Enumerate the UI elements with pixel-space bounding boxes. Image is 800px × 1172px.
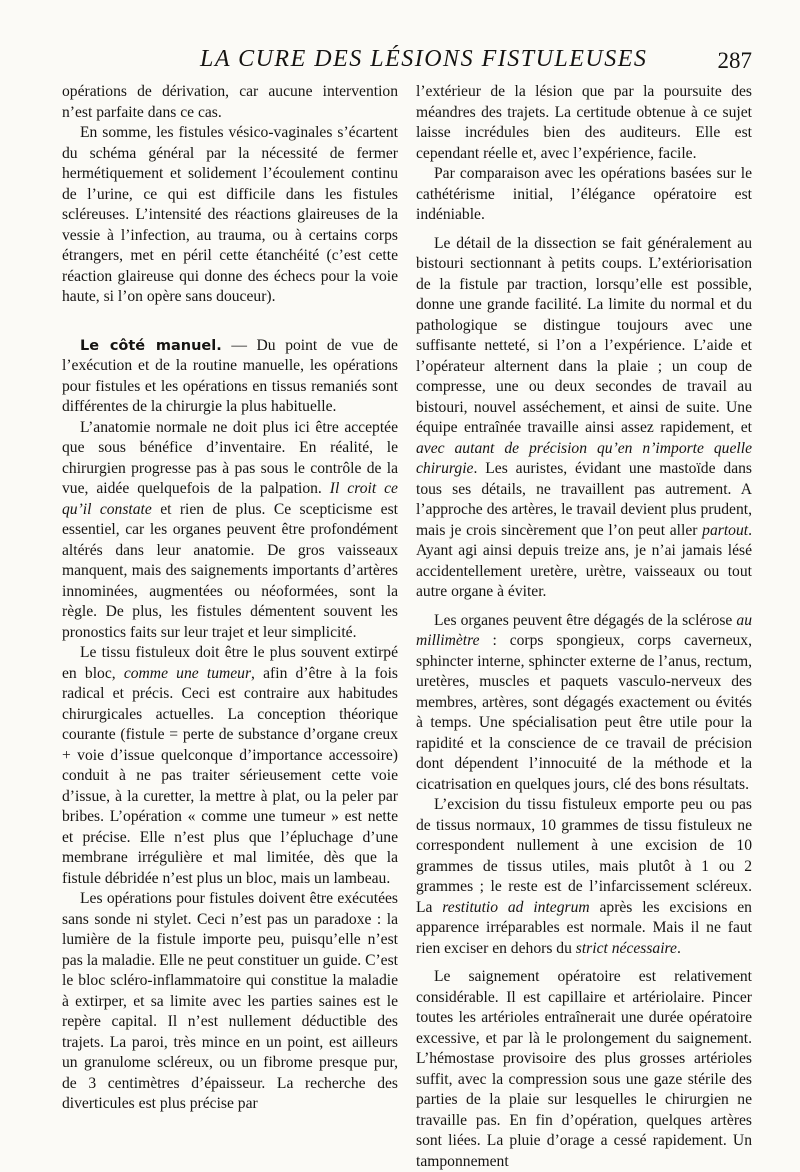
paragraph (62, 643, 398, 889)
paragraph-text: L’excision du tissu fistuleux emporte peu ou pas de tissus normaux, 10 grammes de tissu fistuleux ne correspondent nullement à une excision de 10 grammes de tissus utiles, mais plutôt à 1 ou 2 grammes ; le reste est de l’infarcissement scléreux. La (416, 796, 752, 916)
paragraph-text: . (676, 939, 681, 957)
paragraph-text: Le détail de la dissection se fait généralement au bistouri sectionnant à petits coups. L’extériorisation de la fistule par traction, lorsqu’elle est possible, donne une grande facilité. La limite du normal et du pathologique se distingue toujours avec une suffisante netteté, si l’on a l’expérience. L’aide et l’opérateur alternent dans la plaie ; un coup de compresse, une ou deux secondes de travail au bistouri, nouvel asséchement, et ainsi de suite. Une équipe entraînée travaille ainsi assez rapidement, et (416, 234, 752, 436)
emphasis-text: comme une tumeur (123, 664, 252, 682)
paragraph: En somme, les fistules vésico-vaginales s’écartent du schéma général par la nécessité de fermer hermétiquement et solidement l’écoulement continu de l’urine, ce qui est difficile dans les fistules scléreuses. L’intensité des réactions glaireuses de la vessie à l’infection, au trauma, ou à certains corps étrangers, met en péril cette étanchéité (c’est cette réaction glaireuse qui donne des échecs pour la voie haute, si l’on opère sans douceur). (62, 124, 398, 305)
paragraph: Par comparaison avec les opérations basées sur le cathétérisme initial, l’élégance opératoire est indéniable. (416, 165, 752, 223)
paragraph (416, 795, 752, 959)
paragraph-text: : corps spongieux, corps caverneux, sphincter interne, sphincter externe de l’anus, rectum, uretères, muscles et paquets vasculo-nerveux des membres, artères, sont dégagés exactement ou évités à temps. Une spécialisation peut être utile pour la rapidité et la conscience de ce travail de précision dont dépendent l’innocuité de la méthode et la cicatrisation en quelques jours, clé des bons résultats. (416, 632, 752, 793)
paragraph-text: Les organes peuvent être dégagés de la sclérose (434, 611, 737, 629)
paragraph-text: . Ayant agi ainsi depuis treize ans, je n’ai jamais lésé accidentellement uretère, urètre, vaisseaux ou tout autre organe à éviter. (416, 521, 752, 600)
paragraph (62, 418, 398, 644)
paragraph: Les opérations pour fistules doivent être exécutées sans sonde ni stylet. Ceci n’est pas un paradoxe : la lumière de la fistule importe peu, puisqu’elle n’est pas la maladie. Elle ne peut constituer un guide. C’est le bloc scléro-inflammatoire qui constitue la maladie à extirper, et sa limite avec les parties saines est le repère capital. Il n’est nullement déductible des trajets. La paroi, très mince en un point, est ailleurs un granulome scléreux, ou un fibrome presque pur, de 3 centimètres d’épaisseur. La recherche des diverticules est plus précise par (62, 890, 398, 1112)
paragraph: Le saignement opératoire est relativement considérable. Il est capillaire et artériolaire. Pincer toutes les artérioles entraînerait une durée opératoire excessive, et par là le prolongement du saignement. L’hémostase provisoire des plus grosses artérioles suffit, avec la compression sous une gaze stérile des parties de la plaie sur lesquelles le chirurgien ne travaille pas. En fin d’opération, quelques artères sont liées. La pluie d’orage a cessé rapidement. Un tamponnement (416, 968, 752, 1170)
paragraph-text: L’anatomie normale ne doit plus ici être acceptée que sous bénéfice d’inventaire. En réalité, le chirurgien progresse pas à pas sous le contrôle de la vue, aidée quelquefois de la palpation. (62, 418, 398, 497)
section-heading: Le côté manuel. (80, 337, 222, 354)
paragraph-text: après les excisions en apparence irréparables est normale. Mais il ne faut rien exciser en dehors du (416, 898, 752, 957)
emphasis-text: strict nécessaire (575, 939, 677, 957)
emphasis-text: restitutio ad integrum (442, 898, 590, 916)
paragraph: opérations de dérivation, car aucune intervention n’est parfaite dans ce cas. (62, 83, 398, 121)
paragraph-section-start (62, 336, 398, 418)
emphasis-text: au millimètre (416, 611, 752, 649)
emphasis-text: avec autant de précision qu’en n’importe quelle chirurgie (416, 439, 752, 477)
paragraph (416, 234, 752, 603)
running-header (62, 46, 752, 80)
paragraph-text: — Du point de vue de l’exécution et de la routine manuelle, les opérations pour fistules et les opérations en tissus remaniés sont différentes de la chirurgie la plus habituelle. (62, 336, 398, 415)
paragraph-text: et rien de plus. Ce scepticisme est essentiel, car les organes peuvent être profondément altérés dans leur anatomie. De gros vaisseaux manquent, mais des saignements importants d’artères innominées, augmentées ou néoformées, sont la règle. De plus, les fistules démentent souvent les pronostics faits sur leur trajet et leur simplicité. (62, 500, 398, 641)
running-title: LA CURE DES LÉSIONS FISTULEUSES (200, 46, 648, 72)
paragraph-text: . Les auristes, évidant une mastoïde dans tous ses détails, ne travaillent pas autrement. A l’approche des artères, le travail devient plus prudent, mais je crois sincèrement que l’on peut aller (416, 460, 752, 539)
paragraph-text: Le tissu fistuleux doit être le plus souvent extirpé en bloc, (62, 644, 398, 682)
paragraph-text: , afin d’être à la fois radical et précis. Ceci est contraire aux habitudes chirurgicales actuelles. La conception théorique courante (fistule = perte de substance d’organe creux + voie d’issue quelconque d’importance accessoire) conduit à ne pas traiter sérieusement cette voie d’issue, à la curetter, la mettre à plat, ou la peler par bribes. L’opération « comme une tumeur » est nette et précise. Elle n’est plus que l’épluchage d’une membrane irrégulière et mal limitée, dès que la fistule débridée n’est plus un bloc, mais un lambeau. (62, 664, 399, 887)
right-column (416, 82, 752, 1172)
page-number: 287 (717, 48, 752, 73)
left-column (62, 82, 398, 1172)
emphasis-text: partout (702, 521, 749, 539)
paragraph: l’extérieur de la lésion que par la poursuite des méandres des trajets. La certitude obtenue à ce sujet laisse incrédules bien des auditeurs. Elle est cependant réelle et, avec l’expérience, facile. (416, 83, 752, 162)
paragraph (416, 611, 752, 796)
text-columns (62, 82, 752, 1172)
emphasis-text: Il croit ce qu’il constate (62, 480, 398, 518)
